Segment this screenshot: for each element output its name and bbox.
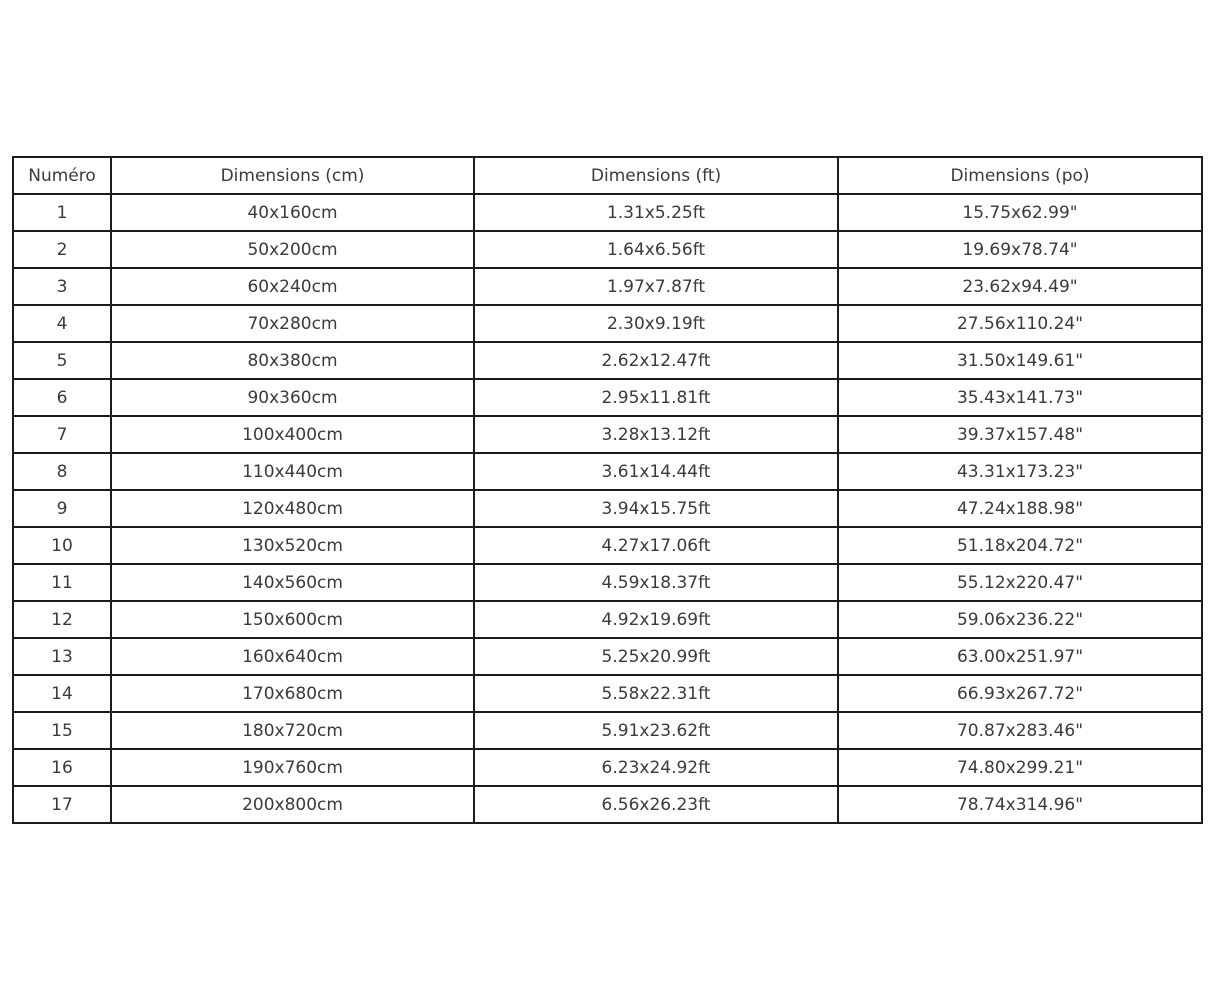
cell-numero: 11 — [13, 564, 111, 601]
cell-dimensions-ft: 3.94x15.75ft — [474, 490, 838, 527]
column-header-dimensions-ft: Dimensions (ft) — [474, 157, 838, 194]
cell-numero: 5 — [13, 342, 111, 379]
cell-dimensions-po: 43.31x173.23" — [838, 453, 1202, 490]
cell-dimensions-ft: 2.95x11.81ft — [474, 379, 838, 416]
column-header-dimensions-po: Dimensions (po) — [838, 157, 1202, 194]
cell-numero: 1 — [13, 194, 111, 231]
cell-dimensions-ft: 5.91x23.62ft — [474, 712, 838, 749]
cell-dimensions-ft: 5.25x20.99ft — [474, 638, 838, 675]
cell-numero: 6 — [13, 379, 111, 416]
cell-numero: 9 — [13, 490, 111, 527]
table-row — [13, 601, 1202, 638]
cell-dimensions-ft: 2.62x12.47ft — [474, 342, 838, 379]
table-row — [13, 638, 1202, 675]
cell-dimensions-ft: 1.64x6.56ft — [474, 231, 838, 268]
cell-dimensions-cm: 180x720cm — [111, 712, 474, 749]
cell-numero: 12 — [13, 601, 111, 638]
cell-dimensions-po: 15.75x62.99" — [838, 194, 1202, 231]
cell-numero: 2 — [13, 231, 111, 268]
cell-dimensions-cm: 100x400cm — [111, 416, 474, 453]
cell-numero: 10 — [13, 527, 111, 564]
cell-dimensions-cm: 70x280cm — [111, 305, 474, 342]
table-row — [13, 786, 1202, 823]
cell-dimensions-po: 78.74x314.96" — [838, 786, 1202, 823]
cell-dimensions-ft: 2.30x9.19ft — [474, 305, 838, 342]
cell-dimensions-ft: 1.31x5.25ft — [474, 194, 838, 231]
cell-dimensions-ft: 4.59x18.37ft — [474, 564, 838, 601]
table-row — [13, 564, 1202, 601]
cell-dimensions-po: 23.62x94.49" — [838, 268, 1202, 305]
cell-dimensions-po: 47.24x188.98" — [838, 490, 1202, 527]
cell-dimensions-po: 66.93x267.72" — [838, 675, 1202, 712]
dimensions-table — [12, 156, 1203, 824]
cell-dimensions-cm: 160x640cm — [111, 638, 474, 675]
table-row — [13, 675, 1202, 712]
cell-dimensions-po: 51.18x204.72" — [838, 527, 1202, 564]
cell-dimensions-ft: 3.28x13.12ft — [474, 416, 838, 453]
cell-numero: 17 — [13, 786, 111, 823]
table-body — [13, 194, 1202, 823]
cell-numero: 7 — [13, 416, 111, 453]
cell-dimensions-cm: 120x480cm — [111, 490, 474, 527]
column-header-numero: Numéro — [13, 157, 111, 194]
table-row — [13, 453, 1202, 490]
cell-dimensions-po: 55.12x220.47" — [838, 564, 1202, 601]
table-row — [13, 268, 1202, 305]
cell-numero: 14 — [13, 675, 111, 712]
cell-numero: 4 — [13, 305, 111, 342]
cell-numero: 16 — [13, 749, 111, 786]
cell-dimensions-cm: 90x360cm — [111, 379, 474, 416]
cell-dimensions-ft: 4.92x19.69ft — [474, 601, 838, 638]
cell-dimensions-po: 27.56x110.24" — [838, 305, 1202, 342]
cell-dimensions-cm: 50x200cm — [111, 231, 474, 268]
cell-dimensions-po: 70.87x283.46" — [838, 712, 1202, 749]
cell-dimensions-cm: 150x600cm — [111, 601, 474, 638]
cell-dimensions-ft: 6.23x24.92ft — [474, 749, 838, 786]
cell-numero: 8 — [13, 453, 111, 490]
table-row — [13, 416, 1202, 453]
size-chart — [12, 156, 1201, 824]
cell-dimensions-ft: 4.27x17.06ft — [474, 527, 838, 564]
cell-dimensions-ft: 1.97x7.87ft — [474, 268, 838, 305]
table-row — [13, 342, 1202, 379]
cell-dimensions-po: 19.69x78.74" — [838, 231, 1202, 268]
cell-dimensions-cm: 110x440cm — [111, 453, 474, 490]
cell-dimensions-ft: 6.56x26.23ft — [474, 786, 838, 823]
table-row — [13, 379, 1202, 416]
table-row — [13, 712, 1202, 749]
cell-dimensions-cm: 40x160cm — [111, 194, 474, 231]
table-row — [13, 749, 1202, 786]
cell-dimensions-cm: 200x800cm — [111, 786, 474, 823]
table-row — [13, 194, 1202, 231]
cell-dimensions-cm: 130x520cm — [111, 527, 474, 564]
cell-dimensions-ft: 5.58x22.31ft — [474, 675, 838, 712]
cell-numero: 13 — [13, 638, 111, 675]
cell-dimensions-po: 59.06x236.22" — [838, 601, 1202, 638]
cell-numero: 15 — [13, 712, 111, 749]
table-row — [13, 231, 1202, 268]
cell-dimensions-po: 35.43x141.73" — [838, 379, 1202, 416]
cell-dimensions-cm: 170x680cm — [111, 675, 474, 712]
cell-dimensions-po: 63.00x251.97" — [838, 638, 1202, 675]
cell-dimensions-po: 39.37x157.48" — [838, 416, 1202, 453]
cell-dimensions-cm: 80x380cm — [111, 342, 474, 379]
table-row — [13, 490, 1202, 527]
table-row — [13, 305, 1202, 342]
cell-dimensions-po: 74.80x299.21" — [838, 749, 1202, 786]
cell-numero: 3 — [13, 268, 111, 305]
cell-dimensions-cm: 60x240cm — [111, 268, 474, 305]
table-row — [13, 527, 1202, 564]
cell-dimensions-po: 31.50x149.61" — [838, 342, 1202, 379]
cell-dimensions-ft: 3.61x14.44ft — [474, 453, 838, 490]
header-row — [13, 157, 1202, 194]
cell-dimensions-cm: 190x760cm — [111, 749, 474, 786]
cell-dimensions-cm: 140x560cm — [111, 564, 474, 601]
column-header-dimensions-cm: Dimensions (cm) — [111, 157, 474, 194]
